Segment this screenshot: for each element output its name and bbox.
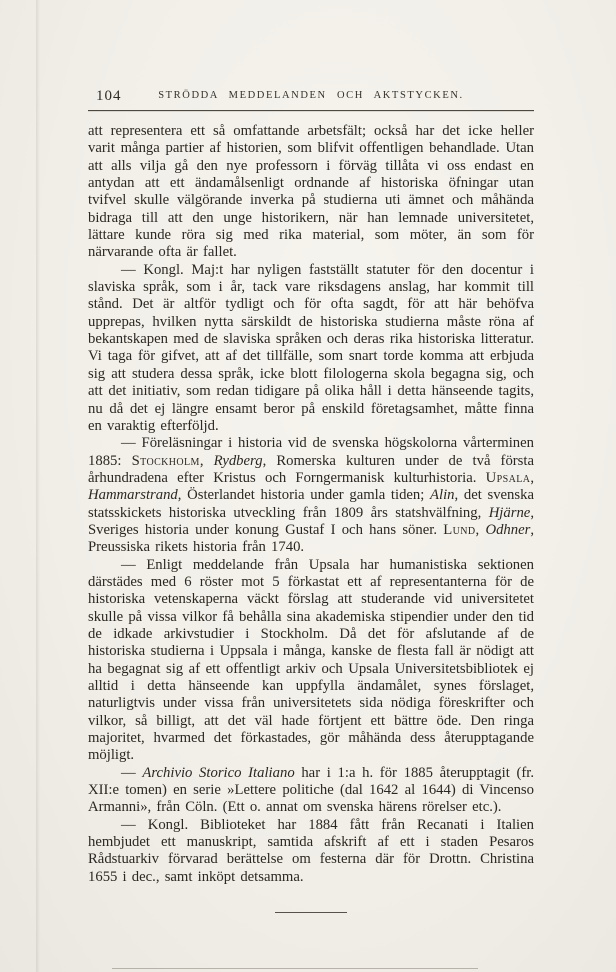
text-segment: har i 1:a h. för 1885 återupptagit (fr. XII:e tomen) en serie »Lettere politiche (dal 1642 al 1644) di Vincenso Armanni», från Cöln. (Ett o. annat om svenska härens rörelser etc.). [88, 764, 534, 816]
text-segment: , Österlandet historia under gamla tiden; [177, 487, 431, 504]
text-segment: Hjärne [488, 504, 531, 521]
text-segment: — Enligt meddelande från Upsala har humanistiska sektionen därstädes med 6 röster mot 5 förkastat ett af representanterna för de historiska vetenskaperna väckt förslag att studerande vid universitetet skulle på vissa vilkor få behålla sina akademiska stipendier under den tid de idkade arkivstudier i Stockholm. Då det för afslutande af de historiska studierna i Uppsala i många, kanske de flesta fall är nödigt att ha begagnat sig af ett offentligt arkiv och Upsala Universitetsbibliotek ej alltid i detta hänseende kan uppfylla ändamålet, synes förslaget, naturligtvis under vissa från universitetets sida nödiga föreskrifter och vilkor, så billigt, att det väl hade förtjent ett bättre öde. Den ringa majoritet, hvarmed det förkastades, gör måhända dess återupptagande möjligt. [88, 556, 534, 764]
paragraph [88, 817, 534, 886]
body-text [88, 123, 534, 886]
paragraph [88, 765, 534, 817]
text-segment: Alin [430, 487, 455, 504]
text-segment: Odhner [485, 521, 531, 538]
text-segment: , det svenska statsskickets historiska utveckling från 1809 års statshvälfning, [88, 487, 534, 521]
text-segment: , Sveriges historia under konung Gustaf I och hans söner. [88, 504, 534, 538]
text-segment: Lund [443, 521, 476, 538]
paragraph [88, 435, 534, 556]
text-segment: , [530, 469, 534, 486]
text-segment: , [199, 452, 214, 469]
text-segment: , Romerska kulturen under de två första århundradena efter Kristus och Forngermanisk kulturhistoria. [88, 452, 534, 486]
running-title: STRÖDDA MEDDELANDEN OCH AKTSTYCKEN. [158, 90, 464, 101]
text-segment: , Preussiska rikets historia från 1740. [88, 521, 535, 556]
text-segment: Archivio Storico Italiano [142, 764, 295, 781]
text-segment: — Kongl. Maj:t har nyligen fastställt statuter för den docentur i slaviska språk, som i år, tack vare riksdagens anslag, har kommit till stånd. Det är altför tydligt och för ofta sagdt, för att här behöfva upprepas, hvilken nytta särskildt de historiska studierna måste röna af bekantskapen med de slaviska språken och deras rika historiska litteratur. Vi taga för gifvet, att af det tillfälle, som snart torde komma att erbjuda sig att studera dessa språk, icke blott filologerna skola begagna sig, och att det initiativ, som redan tidigare på olika håll i detta hänseende tagits, nu då det ej längre ensamt beror på enskild företagsamhet, måtte finna en varaktig efterföljd. [88, 261, 534, 434]
text-segment: — [121, 764, 143, 781]
scan-edge-artifact-bottom [112, 968, 478, 969]
scan-edge-artifact-left [36, 0, 40, 972]
text-segment: , [475, 521, 486, 538]
section-end-rule [275, 912, 347, 913]
text-segment: — Föreläsningar i historia vid de svenska högskolorna vårterminen 1885: [88, 435, 534, 469]
text-segment: Hammarstrand [88, 487, 178, 504]
page-number: 104 [96, 88, 122, 104]
paragraph [88, 557, 534, 765]
text-segment: — Kongl. Biblioteket har 1884 fått från Recanati i Italien hembjudet ett manuskript, samtida afskrift af ett i staden Pesaros Rådstuarkiv förvarad berättelse om festerna där för Drottn. Christina 1655 i dec., samt inköpt detsamma. [88, 816, 534, 885]
header-rule [88, 110, 534, 111]
page-header [88, 84, 534, 104]
paragraph [88, 262, 534, 435]
text-segment: att representera ett så omfattande arbetsfält; också har det icke heller varit många partier af historien, som blifvit offentligen behandlade. Utan att alls vilja gå den nye professorn i förväg tillåta vi oss endast en antydan att ett ändamålsenligt ordnande af historiska öfningar utan tvifvel skulle välgörande inverka på studierna uti ämnet och måhända bidraga till att den unge historikern, när han lemnade universitetet, lättare kunde röra sig med rika material, som möter, än som för närvarande ofta är fallet. [88, 123, 534, 261]
page-content [88, 84, 534, 913]
paragraph [88, 123, 534, 262]
text-segment: Rydberg [213, 452, 263, 469]
text-segment: Upsala [485, 469, 531, 486]
text-segment: Stockholm [131, 452, 200, 469]
